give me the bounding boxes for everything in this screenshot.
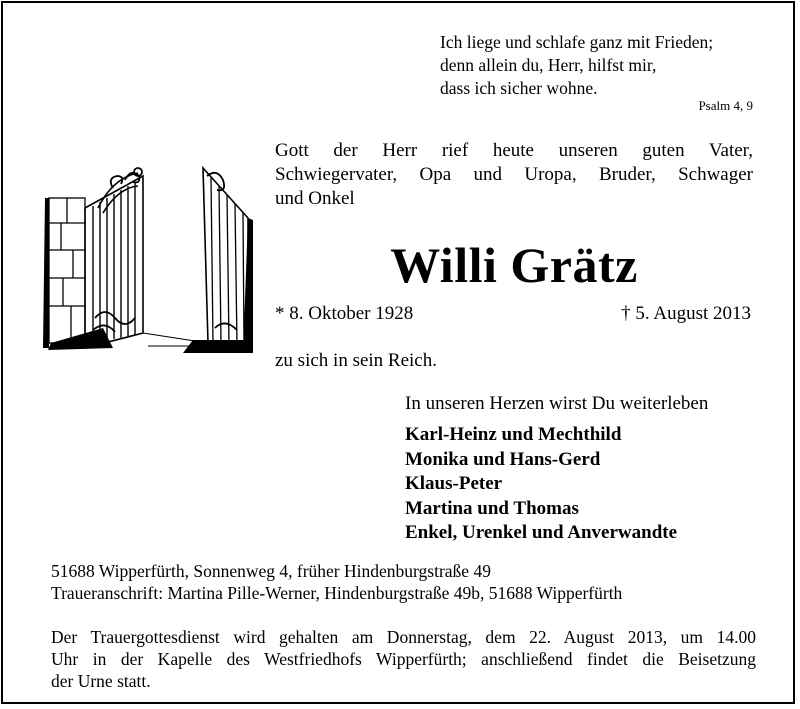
intro-text — [275, 139, 753, 211]
deceased-name: Willi Grätz — [390, 237, 638, 293]
family-member: Enkel, Urenkel und Anverwandte — [405, 522, 678, 543]
address-block — [51, 560, 622, 604]
closing-line: zu sich in sein Reich. — [275, 350, 437, 371]
intro-line: Gott der Herr rief heute unseren guten Vater, — [275, 140, 753, 161]
death-date: † 5. August 2013 — [621, 303, 751, 324]
family-member: Klaus-Peter — [405, 473, 503, 494]
family-list — [405, 423, 677, 546]
obituary-notice — [1, 1, 795, 704]
verse-line: dass ich sicher wohne. — [440, 78, 598, 98]
family-member: Martina und Thomas — [405, 497, 579, 519]
mourning-address: Traueranschrift: Martina Pille-Werner, Hindenburgstraße 49b, 51688 Wipperfürth — [51, 583, 623, 603]
family-member: Karl-Heinz und Mechthild — [405, 424, 622, 445]
birth-date: * 8. Oktober 1928 — [275, 303, 414, 324]
verse-line: denn allein du, Herr, hilfst mir, — [440, 55, 657, 75]
service-line: der Urne statt. — [51, 671, 151, 691]
verse-source: Psalm 4, 9 — [698, 98, 753, 113]
cemetery-gate-icon — [43, 158, 253, 353]
intro-line: und Onkel — [275, 188, 355, 209]
verse-line: Ich liege und schlafe ganz mit Frieden; — [440, 32, 714, 52]
psalm-verse — [440, 31, 713, 100]
service-line: Uhr in der Kapelle des Westfriedhofs Wipperfürth; anschließend findet die Beisetzung — [51, 649, 756, 669]
home-address: 51688 Wipperfürth, Sonnenweg 4, früher Hindenburgstraße 49 — [51, 561, 491, 581]
heart-line: In unseren Herzen wirst Du weiterleben — [405, 393, 709, 414]
service-line: Der Trauergottesdienst wird gehalten am Donnerstag, dem 22. August 2013, um 14.00 — [51, 627, 756, 647]
service-info — [51, 626, 756, 692]
intro-line: Schwiegervater, Opa und Uropa, Bruder, Schwager — [275, 164, 753, 185]
family-member: Monika und Hans-Gerd — [405, 448, 601, 470]
